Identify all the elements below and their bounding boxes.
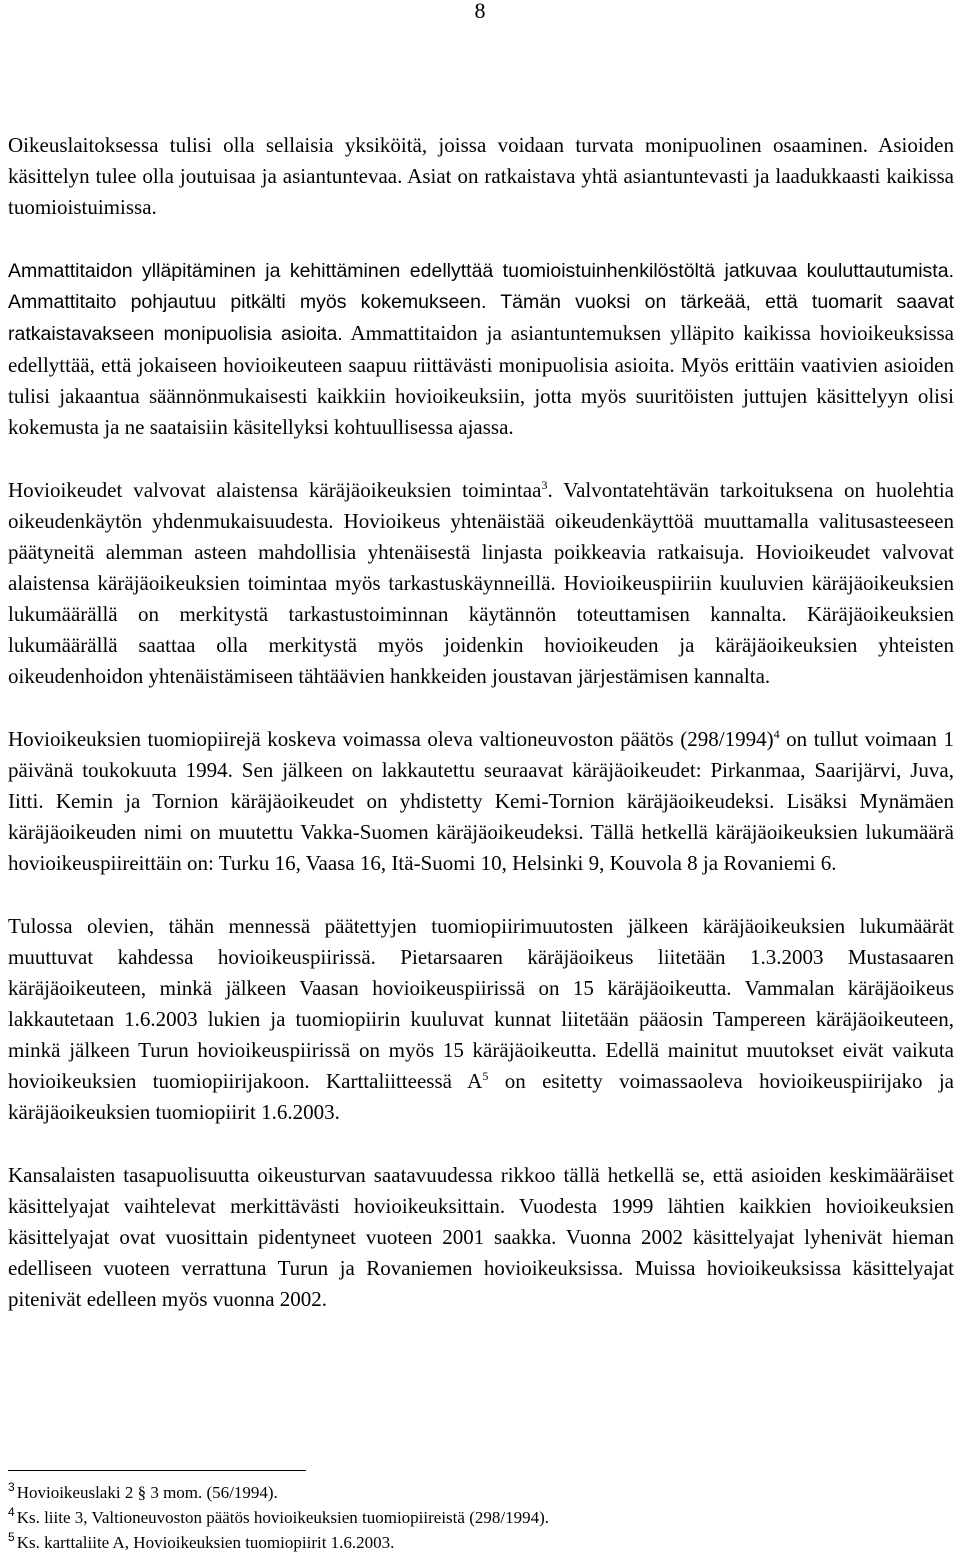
paragraph-3-text-b: . Valvontatehtävän tarkoituksena on huolehtia oikeudenkäytön yhdenmukaisuudesta. Hovioikeus yhtenäistää oikeudenkäyttöä muuttamalla valitusasteeseen päätyneitä alemman asteen mahdollisia yhtenäisestä linjasta poikkeavia ratkaisuja. Hovioikeudet valvovat alaistensa käräjäoikeuksien toimintaa myös tarkastuskäynneillä. Hovioikeuspiiriin kuuluvien käräjäoikeuksien lukumäärällä on merkitystä tarkastustoiminnan käytännön toteuttamisen kannalta. Käräjäoikeuksien lukumäärällä saattaa olla merkitystä myös joidenkin hovioikeuden ja käräjäoikeuksien yhteisten oikeudenhoidon yhtenäistämiseen tähtäävien hankkeiden joustavan järjestämisen kannalta. (8, 478, 954, 688)
paragraph-2 (8, 256, 954, 443)
paragraph-4-text-a: Hovioikeuksien tuomiopiirejä koskeva voimassa oleva valtioneuvoston päätös (298/1994) (8, 727, 774, 751)
paragraph-1: Oikeuslaitoksessa tulisi olla sellaisia yksiköitä, joissa voidaan turvata monipuolinen osaaminen. Asioiden käsittelyn tulee olla joutuisaa ja asiantuntevaa. Asiat on ratkaistava yhtä asiantuntevasti ja laadukkaasti kaikissa tuomioistuimissa. (8, 133, 954, 219)
paragraph-3 (8, 475, 954, 692)
footnote-marker: 5 (8, 1530, 15, 1545)
paragraph-4-text-b: on tullut voimaan 1 päivänä toukokuuta 1994. Sen jälkeen on lakkautettu seuraavat käräjäoikeudet: Pirkanmaa, Saarijärvi, Juva, Iitti. Kemin ja Tornion käräjäoikeudet on yhdistetty Kemi-Tornion käräjäoikeudeksi. Lisäksi Mynämäen käräjäoikeuden nimi on muutettu Vakka-Suomen käräjäoikeudeksi. Tällä hetkellä käräjäoikeuksien lukumäärä hovioikeuspiireittäin on: Turku 16, Vaasa 16, Itä-Suomi 10, Helsinki 9, Kouvola 8 ja Rovaniemi 6. (8, 727, 954, 875)
footnote-4 (8, 1505, 954, 1530)
paragraph-2-serif-text: Ammattitaidon ja asiantuntemuksen ylläpito kaikissa hovioikeuksissa edellyttää, että jokaiseen hovioikeuteen saapuu riittävästi monipuolisia asioita. Myös erittäin vaativien asioiden tulisi jakaantua säännönmukaisesti kaikkiin hovioikeuksiin, jotta myös suuritöisten juttujen käsittelyyn olisi kokemusta ja ne saataisiin käsitellyksi kohtuullisessa ajassa. (8, 321, 954, 439)
paragraph-2-sans-text: Ammattitaidon ylläpitäminen ja kehittäminen edellyttää tuomioistuinhenkilöstöltä jatkuvaa kouluttautumista. Ammattitaito pohjautuu pitkälti myös kokemukseen. Tämän vuoksi on tärkeää, että tuomarit saavat ratkaistavakseen monipuolisia asioita. (8, 260, 954, 345)
footnote-5 (8, 1530, 954, 1555)
footnote-3 (8, 1480, 954, 1505)
footnote-text: Hovioikeuslaki 2 § 3 mom. (56/1994). (16, 1483, 278, 1502)
footnote-ref-4: 4 (773, 727, 780, 741)
footnote-text: Ks. karttaliite A, Hovioikeuksien tuomiopiirit 1.6.2003. (16, 1533, 395, 1552)
footnote-ref-3: 3 (541, 478, 548, 492)
paragraph-6: Kansalaisten tasapuolisuutta oikeusturvan saatavuudessa rikkoo tällä hetkellä se, että asioiden keskimääräiset käsittelyajat vaihtelevat merkittävästi hovioikeuksittain. Vuodesta 1999 lähtien kaikkien hovioikeuksien käsittelyajat ovat vuosittain pidentyneet vuoteen 2001 saakka. Vuonna 2002 käsittelyajat lyhenivät hieman edelliseen vuoteen verrattuna Turun ja Rovaniemen hovioikeuksissa. Muissa hovioikeuksissa käsittelyajat pitenivät edelleen myös vuonna 2002. (8, 1163, 954, 1311)
paragraph-4 (8, 724, 954, 879)
page-number: 8 (474, 0, 486, 23)
footnote-divider (8, 1470, 306, 1471)
document-body (8, 130, 954, 1315)
paragraph-5-text-b: on esitetty voimassaoleva hovioikeuspiirijako ja käräjäoikeuksien tuomiopiirit 1.6.2003. (8, 1069, 954, 1124)
footnote-ref-5: 5 (482, 1069, 489, 1083)
paragraph-5-text-a: Tulossa olevien, tähän mennessä päätettyjen tuomiopiirimuutosten jälkeen käräjäoikeuksien lukumäärät muuttuvat kahdessa hovioikeuspiirissä. Pietarsaaren käräjäoikeus liitetään 1.3.2003 Mustasaaren käräjäoikeuteen, minkä jälkeen Vaasan hovioikeuspiirissä on 15 käräjäoikeutta. Vammalan käräjäoikeus lakkautetaan 1.6.2003 lukien ja tuomiopiirin kuuluvat kunnat liitetään pääosin Tampereen käräjäoikeuteen, minkä jälkeen Turun hovioikeuspiirissä on myös 15 käräjäoikeutta. Edellä mainitut muutokset eivät vaikuta hovioikeuksien tuomiopiirijakoon. Karttaliitteessä A (8, 914, 954, 1093)
paragraph-3-text-a: Hovioikeudet valvovat alaistensa käräjäoikeuksien toimintaa (8, 478, 542, 502)
footnote-marker: 4 (8, 1505, 15, 1520)
footnote-marker: 3 (8, 1480, 15, 1495)
paragraph-5 (8, 911, 954, 1128)
footnote-text: Ks. liite 3, Valtioneuvoston päätös hovioikeuksien tuomiopiireistä (298/1994). (16, 1508, 549, 1527)
footnotes (8, 1480, 954, 1555)
